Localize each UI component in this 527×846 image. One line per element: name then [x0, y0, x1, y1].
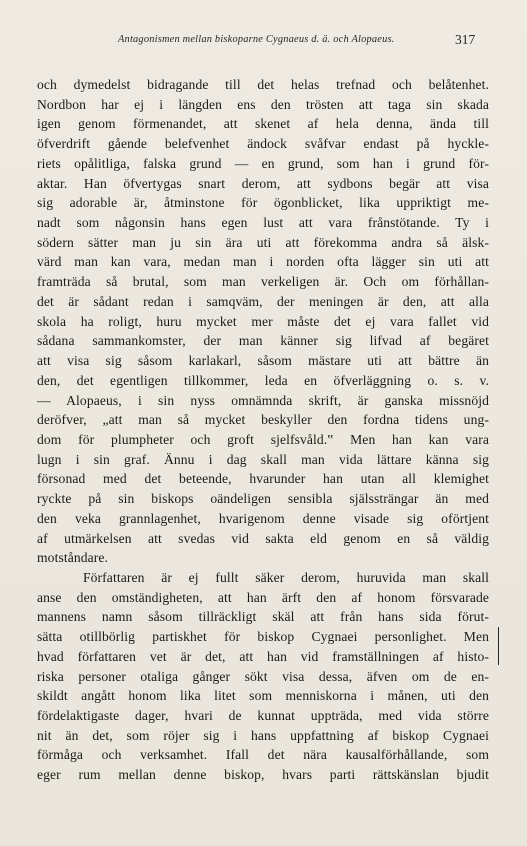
text-line: den veka grannlagenhet, hvarigenom denne visade sig oförtjent: [37, 510, 489, 526]
text-line: aktar. Han öfvertygas snart derom, att sydbons begär att visa: [37, 175, 489, 191]
text-line: förmåga och verksamhet. Ifall det nära kausalförhållande, som: [37, 747, 489, 763]
text-line: deröfver, „att man så mycket beskyller den fordna tidens ung-: [37, 412, 489, 428]
text-line: ryckte på sin biskops oändeligen sensibla själssträngar än med: [37, 491, 489, 507]
body-text: [37, 75, 489, 785]
running-head: Antagonismen mellan biskoparne Cygnaeus d. ä. och Alopaeus.: [118, 34, 395, 45]
text-line: riets opålitliga, falska grund — en grund, som han i grund för-: [37, 155, 489, 171]
text-line: Nordbon har ej i längden ens den trösten att taga sin skada: [37, 96, 489, 112]
text-line: hvad författaren vet är det, att han vid framställningen af histo-: [37, 648, 489, 664]
text-line: mannens namn såsom tillräckligt skäl att från hans sida förut-: [37, 609, 489, 625]
text-line: öfverdrift gående belefvenhet ändock svåfvar endast på hyckle-: [37, 136, 489, 152]
text-line: — Alopaeus, i sin nyss omnämnda skrift, är ganska missnöjd: [37, 392, 489, 408]
text-line: fördelaktigaste dager, hvari de kunnat uppträda, med vida större: [37, 708, 489, 723]
text-line: anse den omständigheten, att han ärft den af honom försvarade: [37, 589, 489, 605]
text-line: sätta otillbörlig partiskhet för biskop Cygnaei personlighet. Men: [37, 629, 489, 645]
text-line: af utmärkelsen att svedas vid sakta eld genom en så väldig: [37, 530, 489, 546]
text-line: framträda så brutal, som man verkeligen är. Och om förhållan-: [37, 274, 489, 290]
text-line: dom för plumpheter och groft sjelfsvåld.‟ Men han kan vara: [37, 431, 489, 447]
text-line: nit än det, som röjer sig i hans uppfattning af biskop Cygnaei: [37, 727, 489, 743]
text-line: södern sätter man ju sin ära uti att förekomma andra så älsk-: [37, 234, 489, 250]
text-line: skildt angått honom lika litet som menniskorna i månen, uti den: [37, 688, 489, 704]
text-line: skola ha roligt, huru mycket mer måste det ej vara fallet vid: [37, 313, 489, 329]
text-line: eger rum mellan denne biskop, hvars parti rättskänslan bjudit: [37, 767, 489, 783]
text-line: riska personer otaliga gånger sökt visa dessa, äfven om de en-: [37, 668, 489, 684]
paragraph-start-line: Författaren är ej fullt säker derom, huruvida man skall: [83, 569, 489, 585]
text-line: sig adorable är, åtminstone för ögonblicket, lika uppriktigt me-: [37, 195, 489, 211]
text-line: värd man kan vara, medan man i norden ofta lägger sin uti att: [37, 254, 489, 270]
margin-mark: [498, 627, 499, 665]
page-number: 317: [455, 32, 476, 47]
paragraph-end-line: motståndare.: [37, 550, 109, 566]
text-line: det är sådant redan i samqväm, der meningen är den, att alla: [37, 293, 489, 309]
text-line: igen genom förmenandet, att skenet af hela denna, ända till: [37, 116, 489, 132]
text-line: försonad med det beteende, hvarunder han utan all klemighet: [37, 471, 489, 487]
text-line: den, det egentligen tillkommer, leda en öfverläggning o. s. v.: [37, 372, 489, 388]
text-line: och dymedelst bidragande till det helas trefnad och belåtenhet.: [37, 77, 489, 92]
text-line: nadt som någonsin hans egen lust att vara frånstötande. Ty i: [37, 215, 489, 231]
text-line: att visa sig såsom karlakarl, såsom mästare uti att bättre än: [37, 353, 489, 369]
text-line: lugn i sin graf. Ännu i dag skall man vida lättare känna sig: [37, 451, 489, 467]
text-line: sådana sammankomster, der man känner sig lifvad af begäret: [37, 333, 489, 349]
